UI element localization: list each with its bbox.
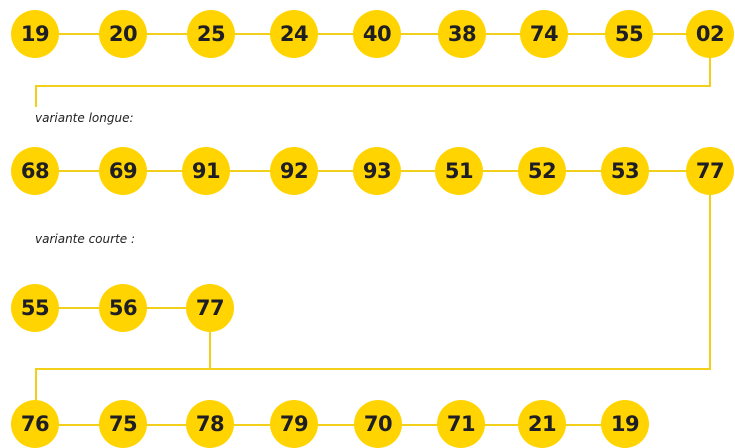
dept-node: 20 [99,10,147,58]
junction-horizontal-connector [35,368,711,370]
dept-node: 51 [435,147,483,195]
dept-node: 02 [686,10,734,58]
dept-node: 55 [11,284,59,332]
dept-node: 70 [354,400,402,448]
dept-node: 77 [186,284,234,332]
dept-node: 19 [601,400,649,448]
dept-node: 91 [182,147,230,195]
right-vertical-connector [709,170,711,370]
dept-node: 77 [686,147,734,195]
dept-node: 71 [437,400,485,448]
dept-node: 92 [270,147,318,195]
dept-node: 68 [11,147,59,195]
dept-node: 79 [270,400,318,448]
dept-node: 19 [11,10,59,58]
dept-node: 56 [99,284,147,332]
dept-node: 25 [187,10,235,58]
dept-node: 40 [353,10,401,58]
dept-node: 55 [605,10,653,58]
dept-node: 24 [270,10,318,58]
dept-node: 78 [186,400,234,448]
dept-node: 74 [520,10,568,58]
variant-long-label: variante longue: [35,111,134,125]
variant-short-label: variante courte : [35,232,136,246]
dept-node: 69 [99,147,147,195]
row1-return-connector [35,85,711,87]
dept-node: 75 [99,400,147,448]
dept-node: 52 [518,147,566,195]
dept-node: 93 [353,147,401,195]
row1-down-connector [35,85,37,107]
dept-node: 21 [518,400,566,448]
dept-node: 53 [601,147,649,195]
dept-node: 76 [11,400,59,448]
dept-node: 38 [438,10,486,58]
